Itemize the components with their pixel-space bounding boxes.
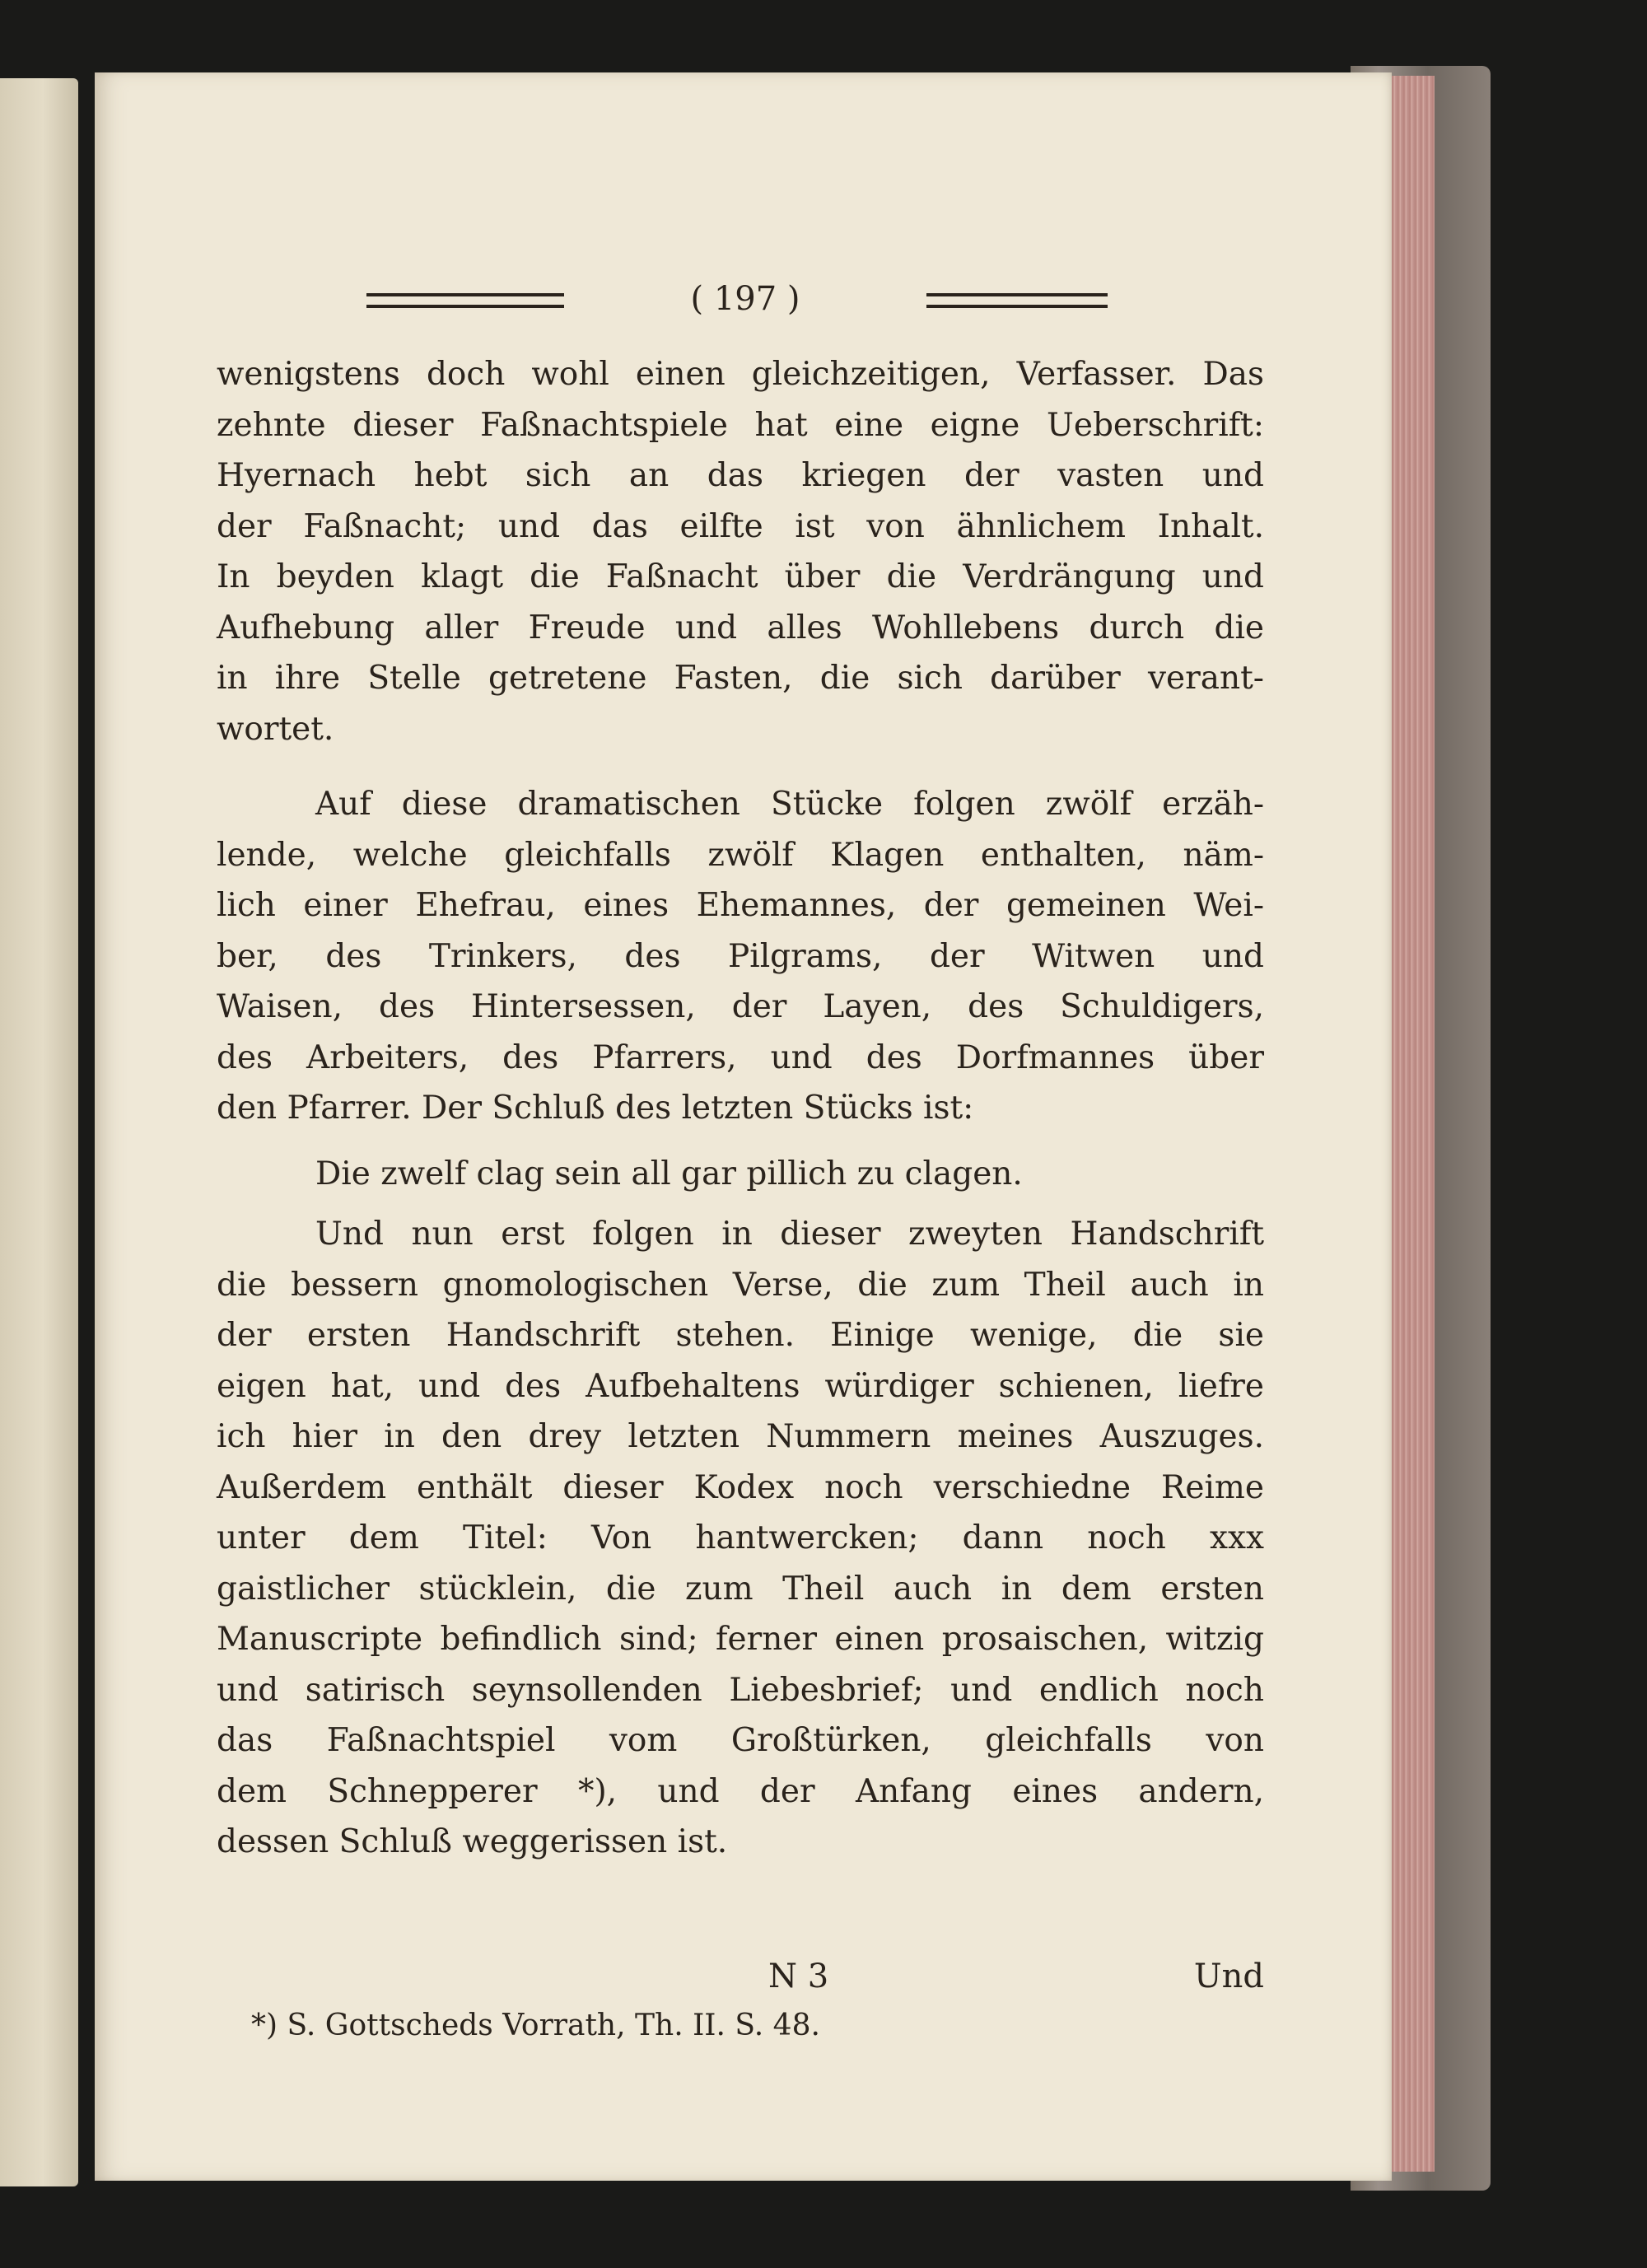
text-line: das Faßnachtspiel vom Großtürken, gleichfalls von	[217, 1722, 1264, 1759]
text-line: Manuscripte befindlich sind; ferner einen prosaischen, witzig	[217, 1621, 1264, 1658]
text-line: lende, welche gleichfalls zwölf Klagen enthalten, näm-	[217, 836, 1264, 874]
book-page	[95, 72, 1392, 2181]
text-line: lich einer Ehefrau, eines Ehemannes, der gemeinen Wei-	[217, 887, 1264, 924]
text-line: wenigstens doch wohl einen gleichzeitigen, Verfasser. Das	[217, 356, 1264, 393]
text-line: Hyernach hebt sich an das kriegen der vasten und	[217, 457, 1264, 494]
facing-page-edge	[0, 78, 78, 2186]
text-line: Waisen, des Hintersessen, der Layen, des Schuldigers,	[217, 988, 1264, 1025]
text-line: zehnte dieser Faßnachtspiele hat eine eigne Ueberschrift:	[217, 406, 1264, 444]
text-line: und satirisch seynsollenden Liebesbrief; und endlich noch	[217, 1671, 1264, 1709]
text-line: des Arbeiters, des Pfarrers, und des Dorfmannes über	[217, 1038, 1264, 1076]
text-line: in ihre Stelle getretene Fasten, die sich darüber verant-	[217, 660, 1264, 697]
header-rule-right	[926, 293, 1108, 308]
header-rule-left	[366, 293, 564, 308]
text-line: der ersten Handschrift stehen. Einige wenige, die sie	[217, 1317, 1264, 1354]
signature-mark: N 3	[768, 1958, 829, 1995]
text-line: eigen hat, und des Aufbehaltens würdiger schienen, liefre	[217, 1367, 1264, 1405]
text-line: ber, des Trinkers, des Pilgrams, der Witwen und	[217, 937, 1264, 975]
text-line: Auf diese dramatischen Stücke folgen zwölf erzäh-	[315, 786, 1264, 823]
quotation-line: Die zwelf clag sein all gar pillich zu clagen.	[315, 1155, 1023, 1192]
footnote: *) S. Gottscheds Vorrath, Th. II. S. 48.	[251, 2009, 820, 2042]
page-header	[366, 278, 1108, 336]
page-footer-row	[217, 1952, 1264, 2001]
text-line: unter dem Titel: Von hantwercken; dann noch xxx	[217, 1519, 1264, 1556]
text-line: In beyden klagt die Faßnacht über die Verdrängung und	[217, 558, 1264, 595]
catchword: Und	[1193, 1958, 1264, 1995]
text-line: den Pfarrer. Der Schluß des letzten Stücks ist:	[217, 1090, 974, 1127]
text-line: Und nun erst folgen in dieser zweyten Handschrift	[315, 1216, 1264, 1253]
text-line: der Faßnacht; und das eilfte ist von ähnlichem Inhalt.	[217, 507, 1264, 545]
text-line: die bessern gnomologischen Verse, die zum Theil auch in	[217, 1266, 1264, 1304]
text-line: ich hier in den drey letzten Nummern meines Auszuges.	[217, 1418, 1264, 1455]
text-line: gaistlicher stücklein, die zum Theil auch in dem ersten	[217, 1570, 1264, 1608]
text-line: Außerdem enthält dieser Kodex noch verschiedne Reime	[217, 1468, 1264, 1506]
text-line: dem Schnepperer *), und der Anfang eines andern,	[217, 1772, 1264, 1810]
body-text	[217, 349, 1264, 1868]
text-line: Aufhebung aller Freude und alles Wohllebens durch die	[217, 609, 1264, 646]
text-line: wortet.	[217, 710, 334, 748]
page-number: ( 197 )	[690, 280, 800, 318]
text-line: dessen Schluß weggerissen ist.	[217, 1823, 728, 1860]
